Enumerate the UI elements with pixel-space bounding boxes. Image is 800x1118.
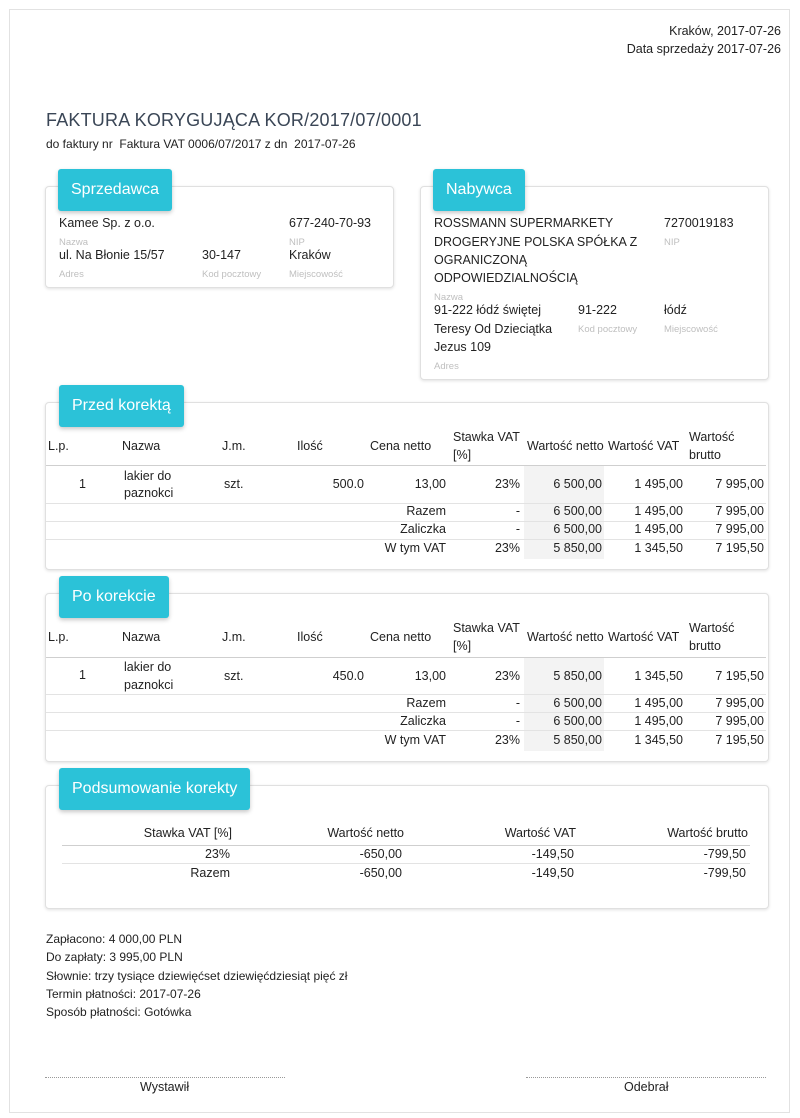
after-sum-net-zaliczka: 6 500,00	[553, 714, 602, 728]
seller-address-label: Adres	[59, 269, 84, 280]
after-sum-rate-vat: 23%	[494, 733, 520, 747]
payment-in-words: Słownie: trzy tysiące dziewięćset dziewięćdziesiąt pięć zł	[46, 969, 348, 983]
before-item-gross: 7 995,00	[715, 477, 764, 491]
buyer-postcode: 91-222	[578, 303, 617, 317]
seller-name: Kamee Sp. z o.o.	[59, 216, 155, 230]
seller-address: ul. Na Błonie 15/57	[59, 248, 165, 262]
buyer-name-line2: DROGERYJNE POLSKA SPÓŁKA Z	[434, 235, 638, 249]
before-sum-label-vat: W tym VAT	[384, 541, 446, 555]
col-vat-value: Wartość VAT	[608, 439, 680, 453]
summary-col-gross: Wartość brutto	[667, 826, 748, 840]
after-line-3	[46, 730, 766, 731]
seller-city-label: Miejscowość	[289, 269, 343, 280]
page-title: FAKTURA KORYGUJĄCA KOR/2017/07/0001	[46, 110, 422, 130]
before-sum-gross-vat: 7 195,50	[715, 541, 764, 555]
col-name: Nazwa	[122, 439, 161, 453]
before-sum-vat-vat: 1 345,50	[634, 541, 683, 555]
summary-col-rate: Stawka VAT [%]	[143, 826, 232, 840]
before-item-name-2: paznokci	[124, 486, 174, 500]
summary-col-net: Wartość netto	[327, 826, 404, 840]
after-sum-gross-zaliczka: 7 995,00	[715, 714, 764, 728]
before-line-3	[46, 539, 766, 540]
before-sum-label-zaliczka: Zaliczka	[400, 522, 446, 536]
col-vat-rate-unit: [%]	[453, 448, 472, 462]
after-sum-label-zaliczka: Zaliczka	[400, 714, 446, 728]
before-sum-label-razem: Razem	[406, 504, 446, 518]
col-net-value: Wartość netto	[527, 630, 604, 644]
before-sum-net-zaliczka: 6 500,00	[553, 522, 602, 536]
after-sum-label-vat: W tym VAT	[384, 733, 446, 747]
after-item-unit: szt.	[224, 669, 244, 683]
signature-issued: Wystawił	[140, 1080, 190, 1094]
correction-summary-heading: Podsumowanie korekty	[59, 768, 250, 810]
after-line-2	[46, 712, 766, 713]
seller-nip: 677-240-70-93	[289, 216, 372, 230]
col-vat-rate-unit: [%]	[453, 639, 472, 653]
after-sum-net-razem: 6 500,00	[553, 696, 602, 710]
col-unit: J.m.	[222, 439, 246, 453]
before-item-qty: 500.0	[332, 477, 364, 491]
before-sum-net-vat: 5 850,00	[553, 541, 602, 555]
after-item-lp: 1	[79, 668, 86, 682]
col-qty: Ilość	[297, 630, 323, 644]
before-item-unit: szt.	[224, 477, 244, 491]
col-qty: Ilość	[297, 439, 323, 453]
after-line-1	[46, 694, 766, 695]
signature-received: Odebrał	[624, 1080, 669, 1094]
after-item-name-1: lakier do	[124, 660, 172, 674]
summary-row-net: -650,00	[359, 847, 402, 861]
after-item-vat-rate: 23%	[494, 669, 520, 683]
after-item-vat-value: 1 345,50	[634, 669, 683, 683]
signature-line-issued	[45, 1077, 285, 1078]
buyer-postcode-label: Kod pocztowy	[578, 324, 638, 335]
buyer-address-line3: Jezus 109	[434, 340, 491, 354]
buyer-nip-label: NIP	[664, 237, 680, 248]
col-net-price: Cena netto	[370, 630, 432, 644]
col-gross: Wartość	[689, 621, 735, 635]
before-sum-net-razem: 6 500,00	[553, 504, 602, 518]
col-vat-value: Wartość VAT	[608, 630, 680, 644]
summary-header-line	[62, 845, 750, 846]
buyer-address-label: Adres	[434, 361, 459, 372]
sale-date: Data sprzedaży 2017-07-26	[626, 42, 781, 56]
after-sum-vat-zaliczka: 1 495,00	[634, 714, 683, 728]
payment-to-pay: Do zapłaty: 3 995,00 PLN	[46, 950, 183, 964]
col-gross-unit: brutto	[689, 639, 721, 653]
after-sum-label-razem: Razem	[406, 696, 446, 710]
buyer-name-line3: OGRANICZONĄ	[434, 253, 528, 267]
before-sum-vat-razem: 1 495,00	[634, 504, 683, 518]
after-heading: Po korekcie	[59, 576, 169, 618]
after-sum-vat-razem: 1 495,00	[634, 696, 683, 710]
signature-line-received	[526, 1077, 766, 1078]
col-vat-rate: Stawka VAT	[453, 430, 520, 444]
before-sum-gross-zaliczka: 7 995,00	[715, 522, 764, 536]
summary-row-vat: -149,50	[531, 847, 574, 861]
buyer-name-label: Nazwa	[434, 292, 464, 303]
buyer-nip: 7270019183	[664, 216, 734, 230]
before-heading: Przed korektą	[59, 385, 184, 427]
place-date: Kraków, 2017-07-26	[669, 24, 781, 38]
before-item-vat-rate: 23%	[494, 477, 520, 491]
before-item-lp: 1	[79, 477, 86, 491]
seller-nip-label: NIP	[289, 237, 305, 248]
buyer-address-line1: 91-222 łódź świętej	[434, 303, 542, 317]
before-sum-gross-razem: 7 995,00	[715, 504, 764, 518]
buyer-heading: Nabywca	[433, 169, 525, 211]
after-sum-vat-vat: 1 345,50	[634, 733, 683, 747]
col-gross-unit: brutto	[689, 448, 721, 462]
payment-method: Sposób płatności: Gotówka	[46, 1005, 192, 1019]
before-sum-vat-zaliczka: 1 495,00	[634, 522, 683, 536]
after-item-net-value: 5 850,00	[553, 669, 602, 683]
col-gross: Wartość	[689, 430, 735, 444]
seller-heading: Sprzedawca	[58, 169, 172, 211]
buyer-name-line1: ROSSMANN SUPERMARKETY	[434, 216, 614, 230]
summary-col-vat: Wartość VAT	[504, 826, 576, 840]
after-sum-rate-zaliczka: -	[515, 714, 520, 728]
summary-total-gross: -799,50	[703, 866, 746, 880]
summary-row-line	[62, 863, 750, 864]
col-lp: L.p.	[48, 630, 69, 644]
after-sum-rate-razem: -	[515, 696, 520, 710]
after-item-net-price: 13,00	[414, 669, 446, 683]
buyer-address-line2: Teresy Od Dzieciątka	[434, 322, 553, 336]
after-item-qty: 450.0	[332, 669, 364, 683]
payment-due-date: Termin płatności: 2017-07-26	[46, 987, 201, 1001]
before-item-net-value: 6 500,00	[553, 477, 602, 491]
before-header-line	[46, 465, 766, 466]
after-item-name-2: paznokci	[124, 678, 174, 692]
summary-total-net: -650,00	[359, 866, 402, 880]
col-unit: J.m.	[222, 630, 246, 644]
after-header-line	[46, 657, 766, 658]
after-sum-gross-razem: 7 995,00	[715, 696, 764, 710]
seller-postcode: 30-147	[202, 248, 241, 262]
seller-postcode-label: Kod pocztowy	[202, 269, 262, 280]
col-net-price: Cena netto	[370, 439, 432, 453]
after-item-gross: 7 195,50	[715, 669, 764, 683]
before-sum-rate-vat: 23%	[494, 541, 520, 555]
seller-city: Kraków	[289, 248, 331, 262]
col-vat-rate: Stawka VAT	[453, 621, 520, 635]
summary-total-label: Razem	[190, 866, 230, 880]
col-net-value: Wartość netto	[527, 439, 604, 453]
before-item-net-price: 13,00	[414, 477, 446, 491]
after-sum-gross-vat: 7 195,50	[715, 733, 764, 747]
payment-paid: Zapłacono: 4 000,00 PLN	[46, 932, 183, 946]
buyer-city: łódź	[664, 303, 687, 317]
buyer-name-line4: ODPOWIEDZIALNOŚCIĄ	[434, 271, 578, 285]
invoice-reference: do faktury nr Faktura VAT 0006/07/2017 z dn 2017-07-26	[46, 137, 356, 151]
before-sum-rate-razem: -	[515, 504, 520, 518]
before-item-name-1: lakier do	[124, 469, 172, 483]
before-item-vat-value: 1 495,00	[634, 477, 683, 491]
before-sum-rate-zaliczka: -	[515, 522, 520, 536]
after-sum-net-vat: 5 850,00	[553, 733, 602, 747]
seller-name-label: Nazwa	[59, 237, 89, 248]
summary-total-vat: -149,50	[531, 866, 574, 880]
col-name: Nazwa	[122, 630, 161, 644]
buyer-city-label: Miejscowość	[664, 324, 718, 335]
summary-row-rate: 23%	[204, 847, 230, 861]
col-lp: L.p.	[48, 439, 69, 453]
summary-row-gross: -799,50	[703, 847, 746, 861]
